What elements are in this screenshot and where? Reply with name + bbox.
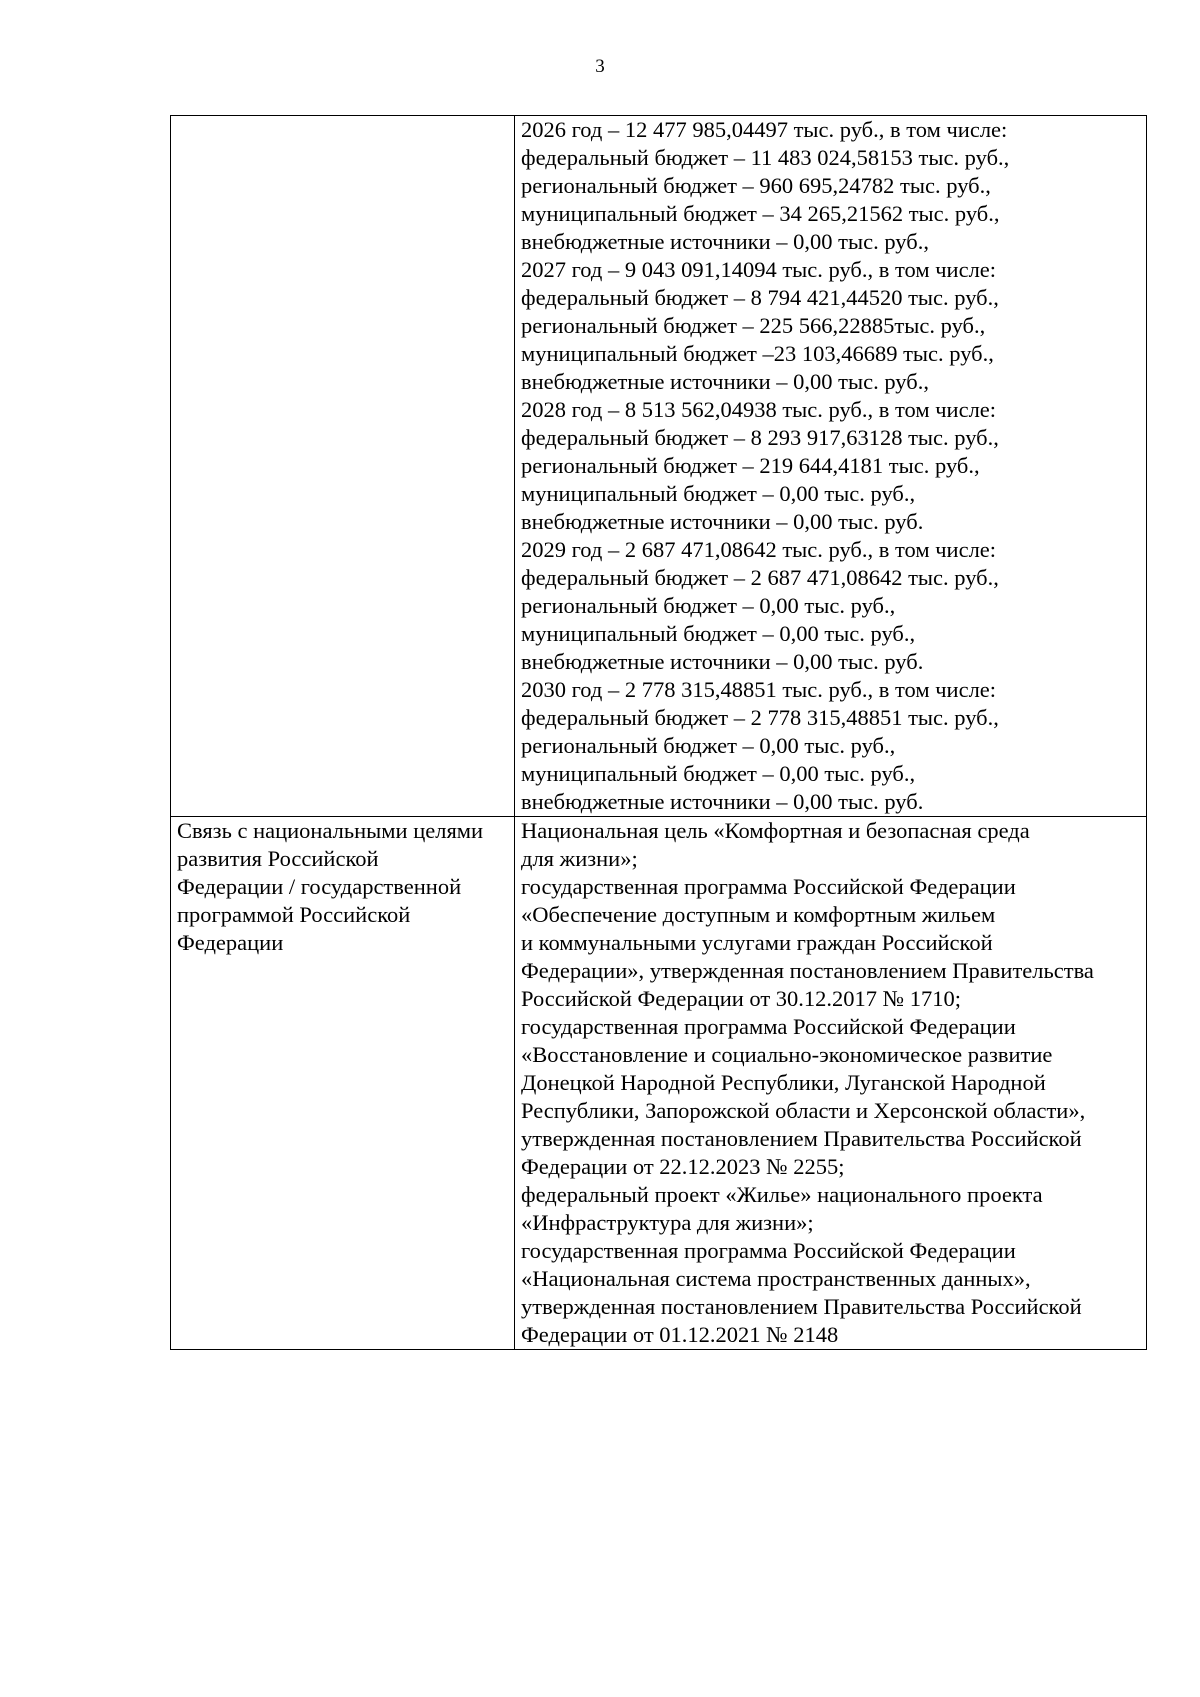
text-line: внебюджетные источники – 0,00 тыс. руб., — [521, 369, 929, 394]
value-cell — [515, 817, 1147, 1350]
text-line: государственная программа Российской Федерации — [521, 874, 1016, 899]
text-line: Федерации от 22.12.2023 № 2255; — [521, 1154, 845, 1179]
text-line: федеральный проект «Жилье» национального проекта — [521, 1182, 1043, 1207]
text-line: Национальная цель «Комфортная и безопасная среда — [521, 818, 1030, 843]
text-line: Связь с национальными целями — [177, 818, 484, 843]
text-line: Российской Федерации от 30.12.2017 № 1710; — [521, 986, 962, 1011]
text-line: и коммунальными услугами граждан Российской — [521, 930, 993, 955]
text-line: региональный бюджет – 219 644,4181 тыс. руб., — [521, 453, 980, 478]
text-line: региональный бюджет – 960 695,24782 тыс. руб., — [521, 173, 991, 198]
text-line: внебюджетные источники – 0,00 тыс. руб., — [521, 229, 929, 254]
table-row — [171, 817, 1147, 1350]
text-line: федеральный бюджет – 8 293 917,63128 тыс. руб., — [521, 425, 999, 450]
text-line: федеральный бюджет – 11 483 024,58153 тыс. руб., — [521, 145, 1010, 170]
text-line: федеральный бюджет – 2 778 315,48851 тыс. руб., — [521, 705, 999, 730]
text-line: 2026 год – 12 477 985,04497 тыс. руб., в том числе: — [521, 117, 1008, 142]
text-line: Донецкой Народной Республики, Луганской Народной — [521, 1070, 1046, 1095]
text-line: федеральный бюджет – 2 687 471,08642 тыс. руб., — [521, 565, 999, 590]
text-line: муниципальный бюджет – 0,00 тыс. руб., — [521, 481, 916, 506]
text-line: 2028 год – 8 513 562,04938 тыс. руб., в том числе: — [521, 397, 997, 422]
text-line: государственная программа Российской Федерации — [521, 1238, 1016, 1263]
text-line: внебюджетные источники – 0,00 тыс. руб. — [521, 509, 924, 534]
text-line: Федерации», утвержденная постановлением Правительства — [521, 958, 1094, 983]
text-line: программой Российской — [177, 902, 411, 927]
text-line: внебюджетные источники – 0,00 тыс. руб. — [521, 789, 924, 814]
text-line: муниципальный бюджет – 34 265,21562 тыс. руб., — [521, 201, 1000, 226]
text-line: региональный бюджет – 0,00 тыс. руб., — [521, 733, 896, 758]
table-row — [171, 116, 1147, 817]
label-cell — [171, 817, 515, 1350]
text-line: «Восстановление и социально-экономическое развитие — [521, 1042, 1053, 1067]
text-line: «Инфраструктура для жизни»; — [521, 1210, 814, 1235]
value-cell — [515, 116, 1147, 817]
text-line: развития Российской — [177, 846, 379, 871]
text-line: внебюджетные источники – 0,00 тыс. руб. — [521, 649, 924, 674]
text-line: Республики, Запорожской области и Херсонской области», — [521, 1098, 1086, 1123]
passport-table — [170, 115, 1147, 1350]
text-line: муниципальный бюджет – 0,00 тыс. руб., — [521, 761, 916, 786]
text-line: региональный бюджет – 225 566,22885тыс. руб., — [521, 313, 986, 338]
text-line: для жизни»; — [521, 846, 638, 871]
text-line: утвержденная постановлением Правительства Российской — [521, 1294, 1082, 1319]
text-line: муниципальный бюджет – 0,00 тыс. руб., — [521, 621, 916, 646]
text-line: муниципальный бюджет –23 103,46689 тыс. руб., — [521, 341, 994, 366]
text-line: «Обеспечение доступным и комфортным жильем — [521, 902, 996, 927]
text-line: федеральный бюджет – 8 794 421,44520 тыс. руб., — [521, 285, 999, 310]
text-line: Федерации от 01.12.2021 № 2148 — [521, 1322, 839, 1347]
text-line: утвержденная постановлением Правительства Российской — [521, 1126, 1082, 1151]
text-line: 2027 год – 9 043 091,14094 тыс. руб., в том числе: — [521, 257, 997, 282]
text-line: 2029 год – 2 687 471,08642 тыс. руб., в том числе: — [521, 537, 997, 562]
text-line: 2030 год – 2 778 315,48851 тыс. руб., в том числе: — [521, 677, 997, 702]
text-line: «Национальная система пространственных данных», — [521, 1266, 1031, 1291]
text-line: Федерации — [177, 930, 284, 955]
text-line: государственная программа Российской Федерации — [521, 1014, 1016, 1039]
text-line: региональный бюджет – 0,00 тыс. руб., — [521, 593, 896, 618]
label-cell — [171, 116, 515, 817]
page-number: 3 — [595, 56, 605, 77]
text-line: Федерации / государственной — [177, 874, 462, 899]
